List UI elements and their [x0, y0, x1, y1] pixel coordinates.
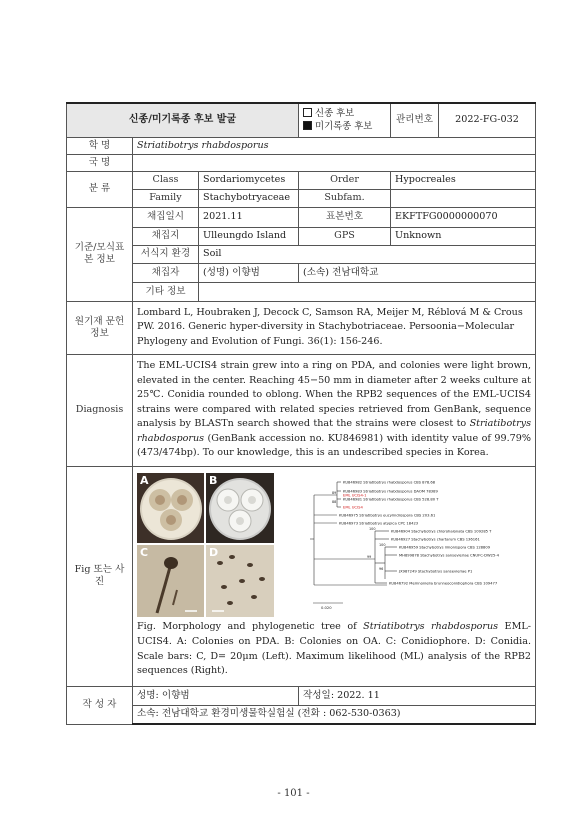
habitat-value: Soil	[199, 245, 536, 263]
tree-taxon-highlight: EML UCIS4-1	[343, 493, 367, 498]
order-label: Order	[299, 171, 391, 189]
species-record-form	[66, 102, 536, 725]
checkbox-filled-icon[interactable]	[303, 121, 312, 130]
tree-bootstrap: 88	[332, 499, 337, 504]
class-label: Class	[133, 171, 199, 189]
panel-label-a: A	[140, 473, 149, 487]
diagnosis-label: Diagnosis	[67, 354, 133, 466]
photo-colonies-oa	[206, 473, 274, 543]
habitat-label: 서식지 환경	[133, 245, 199, 263]
tree-bootstrap: 100	[379, 542, 386, 547]
author-label: 작 성 자	[67, 686, 133, 724]
specimen-number-label: 표본번호	[299, 207, 391, 227]
tree-bootstrap: 100	[369, 526, 376, 531]
candidate-type-options	[299, 103, 391, 137]
mgmt-number-label: 관리번호	[391, 103, 439, 137]
subfamily-label: Subfam.	[299, 189, 391, 207]
author-date: 작성일: 2022. 11	[299, 686, 536, 705]
collector-affiliation: (소속) 전남대학교	[299, 263, 536, 282]
scientific-name-label: 학 명	[67, 137, 133, 154]
tree-taxon: KU846904 Stachybotrys chlorohalonata CBS 109285 T	[391, 529, 492, 534]
tree-taxon: KU846981 Striatibotrys rhabdosporus CBS 528.80 T	[343, 497, 439, 502]
phylogenetic-tree	[307, 479, 525, 613]
family-value: Stachybotryaceae	[199, 189, 299, 207]
figure-cell	[133, 466, 536, 686]
tree-bootstrap: 89	[332, 490, 337, 495]
tree-scale-label: 0.020	[321, 605, 332, 610]
checkbox-empty-icon[interactable]	[303, 108, 312, 117]
author-affiliation: 소속: 전남대학교 환경미생물학실험실 (전화 : 062-530-0363)	[133, 705, 536, 724]
collection-date-label: 채집일시	[133, 207, 199, 227]
korean-name	[133, 154, 536, 171]
taxonomy-label: 분 류	[67, 171, 133, 207]
tree-taxon: KU846973 Striatibotrys atypica CPC 18423	[339, 521, 419, 526]
figure-caption: Fig. Morphology and phylogenetic tree of Striatibotrys rhabdosporus EML-UCIS4. A: Colonies on PDA. B: Colonies on OA. C: Conidiophore. D: Conidia. Scale bars: C, D= 20μm (Left). Maximum likelihood (ML) analysis of the RPB2 sequences (Right).	[137, 620, 532, 677]
collector-name: (성명) 이향범	[199, 263, 299, 282]
specimen-number: EKFTFG0000000070	[391, 207, 536, 227]
tree-taxon: KU846982 Striatibotrys rhabdosporus CBS 878.68	[343, 480, 436, 485]
tree-taxon: KU846975 Striatibotrys eucylindrospora CBS 203.61	[339, 513, 436, 518]
tree-taxon-highlight: EML UCIS4	[343, 505, 363, 510]
figure-area	[137, 473, 522, 617]
photo-conidia	[206, 545, 274, 617]
specimen-info-label: 기준/모식표본 정보	[67, 207, 133, 301]
gps-value: Unknown	[391, 227, 536, 245]
tree-taxon: KU846927 Stachybotrys chartarum CBS 136161	[391, 537, 480, 542]
class-value: Sordariomycetes	[199, 171, 299, 189]
collection-date: 2021.11	[199, 207, 299, 227]
diagnosis-text: The EML-UCIS4 strain grew into a ring on PDA, and colonies were light brown, elevated in the center. Reaching 45−50 mm in diameter after 2 weeks culture at 25℃. Conidia rounded to oblong. When the RPB2 sequences of the EML-UCIS4 strains were compared with related species retrieved from GenBank, sequence analysis by BLASTn search showed that the strains were closest to Striatibotrys rhabdosporus (GenBank accession no. KU846981) with identity value of 99.79% (473/474bp). To our knowledge, this is an undescribed species in Korea.	[133, 354, 536, 466]
korean-name-label: 국 명	[67, 154, 133, 171]
page-number: - 101 -	[277, 788, 310, 799]
subfamily-value	[391, 189, 536, 207]
collector-label: 채집자	[133, 263, 199, 282]
panel-label-b: B	[209, 473, 218, 487]
photo-colonies-pda	[137, 473, 204, 543]
option-new-species[interactable]: 신종 후보	[303, 107, 386, 121]
tree-taxon: KU846983 Striatibotrys rhabdosporus DAOM 78389	[343, 489, 438, 494]
tree-taxon: KU846792 Memnoniella brunneoconidiophora CBS 109477	[389, 581, 498, 586]
other-info	[199, 282, 536, 301]
tree-taxon: KU846959 Stachybotrys limonispora CBS 128809	[399, 545, 491, 550]
order-value: Hypocreales	[391, 171, 536, 189]
figure-label: Fig 또는 사진	[67, 466, 133, 686]
photo-conidiophore	[137, 545, 204, 617]
family-label: Family	[133, 189, 199, 207]
tree-taxon: MH899878 Stachybotrys sansevieriae CNUFC-DW25-4	[399, 553, 499, 558]
gps-label: GPS	[299, 227, 391, 245]
author-name: 성명: 이향범	[133, 686, 299, 705]
form-title: 신종/미기록종 후보 발굴	[67, 103, 299, 137]
other-info-label: 기타 정보	[133, 282, 199, 301]
mgmt-number: 2022-FG-032	[439, 103, 536, 137]
tree-bootstrap: 99	[367, 554, 372, 559]
original-description-reference: Lombard L, Houbraken J, Decock C, Samson RA, Meijer M, Réblová M & Crous PW. 2016. Generic hyper-diversity in Stachybotriaceae. Persoonia−Molecular Phylogeny and Evolution of Fungi. 36(1): 156-246.	[133, 301, 536, 354]
literature-label: 원기재 문헌 정보	[67, 301, 133, 354]
panel-label-d: D	[209, 545, 219, 559]
scientific-name: Striatibotrys rhabdosporus	[133, 137, 536, 154]
option-unrecorded-species[interactable]: 미기록종 후보	[303, 120, 386, 134]
collection-site-label: 채집지	[133, 227, 199, 245]
collection-site: Ulleungdo Island	[199, 227, 299, 245]
panel-label-c: C	[140, 545, 149, 559]
tree-taxon: JX987249 Stachybotrys sansevieriae P1	[399, 569, 473, 574]
tree-bootstrap: 96	[379, 566, 384, 571]
